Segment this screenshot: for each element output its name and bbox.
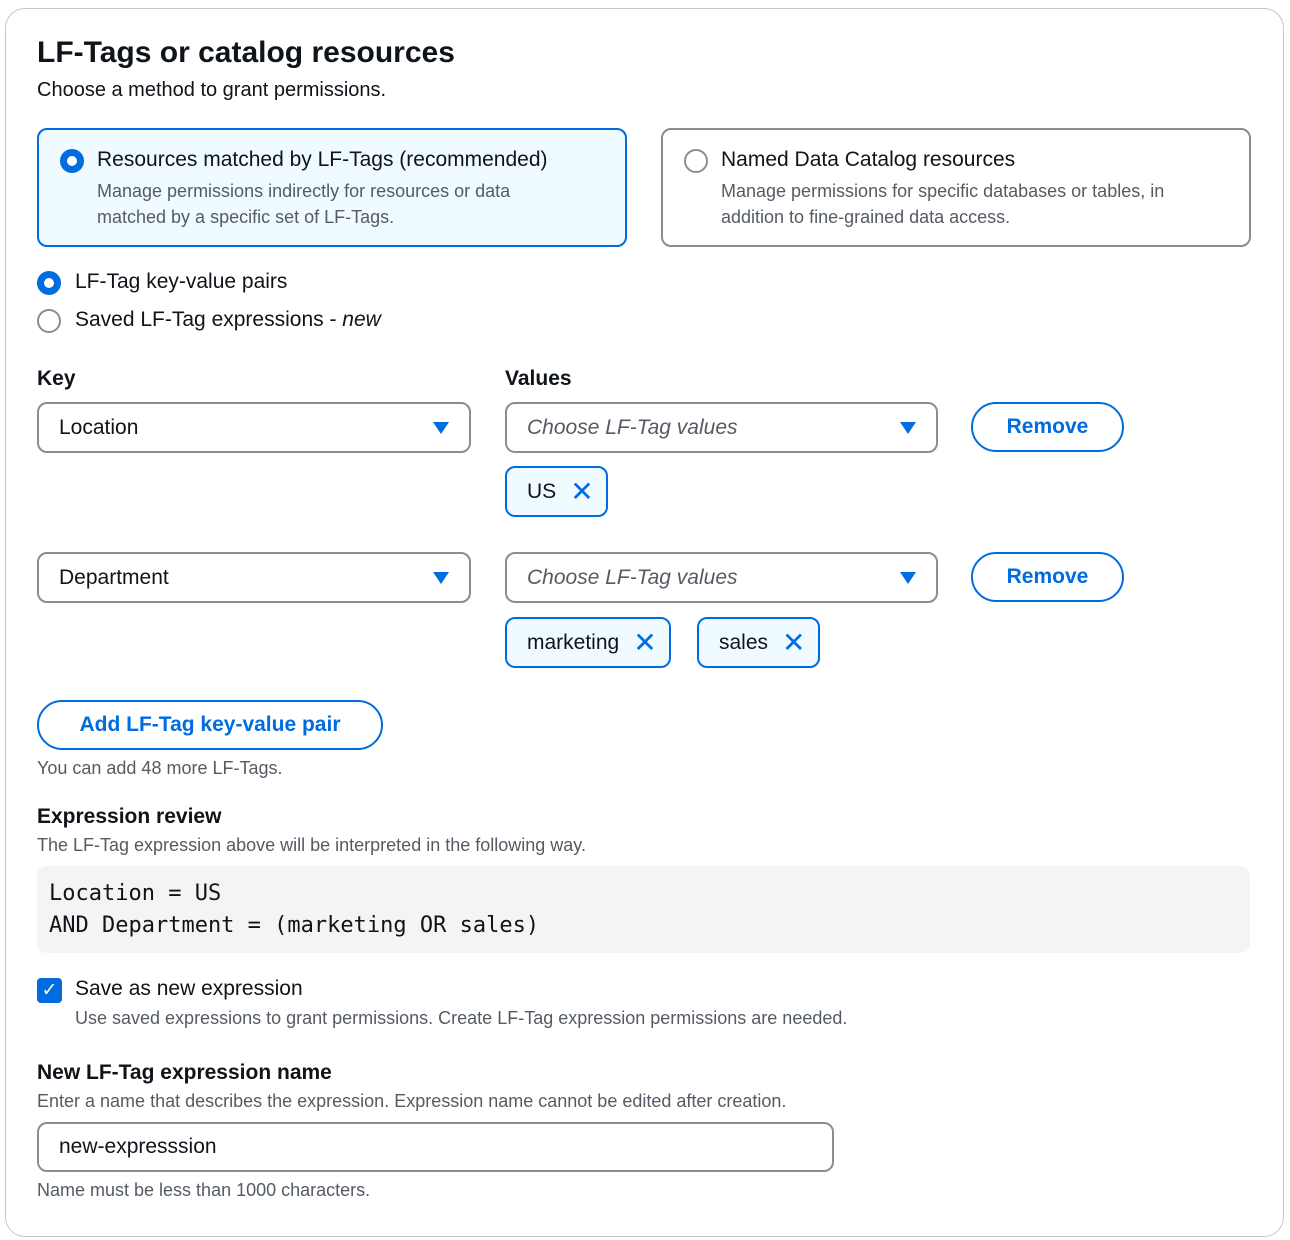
key-select[interactable]: [37, 402, 471, 453]
value-token: [697, 617, 820, 668]
remove-button[interactable]: Remove: [971, 402, 1124, 452]
add-pair-button[interactable]: Add LF-Tag key-value pair: [37, 700, 383, 750]
radio-label: Saved LF-Tag expressions - new: [75, 308, 381, 331]
token-label: sales: [719, 630, 769, 654]
value-token: [505, 617, 671, 668]
close-icon[interactable]: ✕: [570, 475, 594, 507]
key-select[interactable]: [37, 552, 471, 603]
value-token: [505, 466, 608, 517]
caret-down-icon: [900, 422, 916, 434]
key-value: Location: [59, 415, 139, 439]
caret-down-icon: [433, 422, 449, 434]
review-desc: The LF-Tag expression above will be interpreted in the following way.: [37, 835, 586, 855]
close-icon[interactable]: ✕: [633, 626, 657, 658]
name-help: Name must be less than 1000 characters.: [37, 1180, 371, 1200]
tile-desc: Manage permissions indirectly for resources or data: [97, 181, 511, 201]
add-help-text: You can add 48 more LF-Tags.: [37, 758, 283, 778]
radio-icon[interactable]: [684, 149, 708, 173]
radio-saved-expressions[interactable]: [37, 309, 61, 333]
caret-down-icon: [433, 572, 449, 584]
tile-desc: matched by a specific set of LF-Tags.: [97, 207, 395, 227]
save-label: Save as new expression: [75, 977, 303, 1000]
caret-down-icon: [900, 572, 916, 584]
radio-icon[interactable]: [60, 149, 84, 173]
expression-code: [37, 866, 1250, 953]
close-icon[interactable]: ✕: [782, 626, 806, 658]
key-label: Key: [37, 367, 76, 390]
code-line: Location = US: [49, 881, 222, 906]
values-placeholder: Choose LF-Tag values: [527, 565, 738, 589]
tile-title: Resources matched by LF-Tags (recommended): [97, 148, 548, 171]
radio-key-value-pairs[interactable]: [37, 271, 61, 295]
values-select[interactable]: [505, 402, 938, 453]
new-badge: new: [342, 308, 381, 331]
tile-desc: Manage permissions for specific databases or tables, in: [721, 181, 1165, 201]
values-label: Values: [505, 367, 572, 390]
key-value: Department: [59, 565, 169, 589]
review-title: Expression review: [37, 805, 222, 828]
expression-name-input[interactable]: new-expresssion: [37, 1122, 834, 1172]
code-line: AND Department = (marketing OR sales): [49, 913, 540, 938]
save-desc: Use saved expressions to grant permissions. Create LF-Tag expression permissions are needed.: [75, 1008, 848, 1028]
token-label: US: [527, 479, 557, 503]
tile-desc: addition to fine-grained data access.: [721, 207, 1011, 227]
values-select[interactable]: [505, 552, 938, 603]
save-checkbox[interactable]: [37, 978, 62, 1003]
remove-button[interactable]: Remove: [971, 552, 1124, 602]
page-title: LF-Tags or catalog resources: [37, 36, 455, 69]
check-icon: ✓: [41, 980, 58, 1001]
name-desc: Enter a name that describes the expression. Expression name cannot be edited after creation.: [37, 1091, 787, 1111]
name-label: New LF-Tag expression name: [37, 1061, 332, 1084]
tile-named-resources[interactable]: [661, 128, 1251, 247]
tile-lf-tags[interactable]: [37, 128, 627, 247]
radio-label: LF-Tag key-value pairs: [75, 270, 288, 293]
values-placeholder: Choose LF-Tag values: [527, 415, 738, 439]
page-subtitle: Choose a method to grant permissions.: [37, 79, 387, 101]
tile-title: Named Data Catalog resources: [721, 148, 1016, 171]
token-label: marketing: [527, 630, 620, 654]
